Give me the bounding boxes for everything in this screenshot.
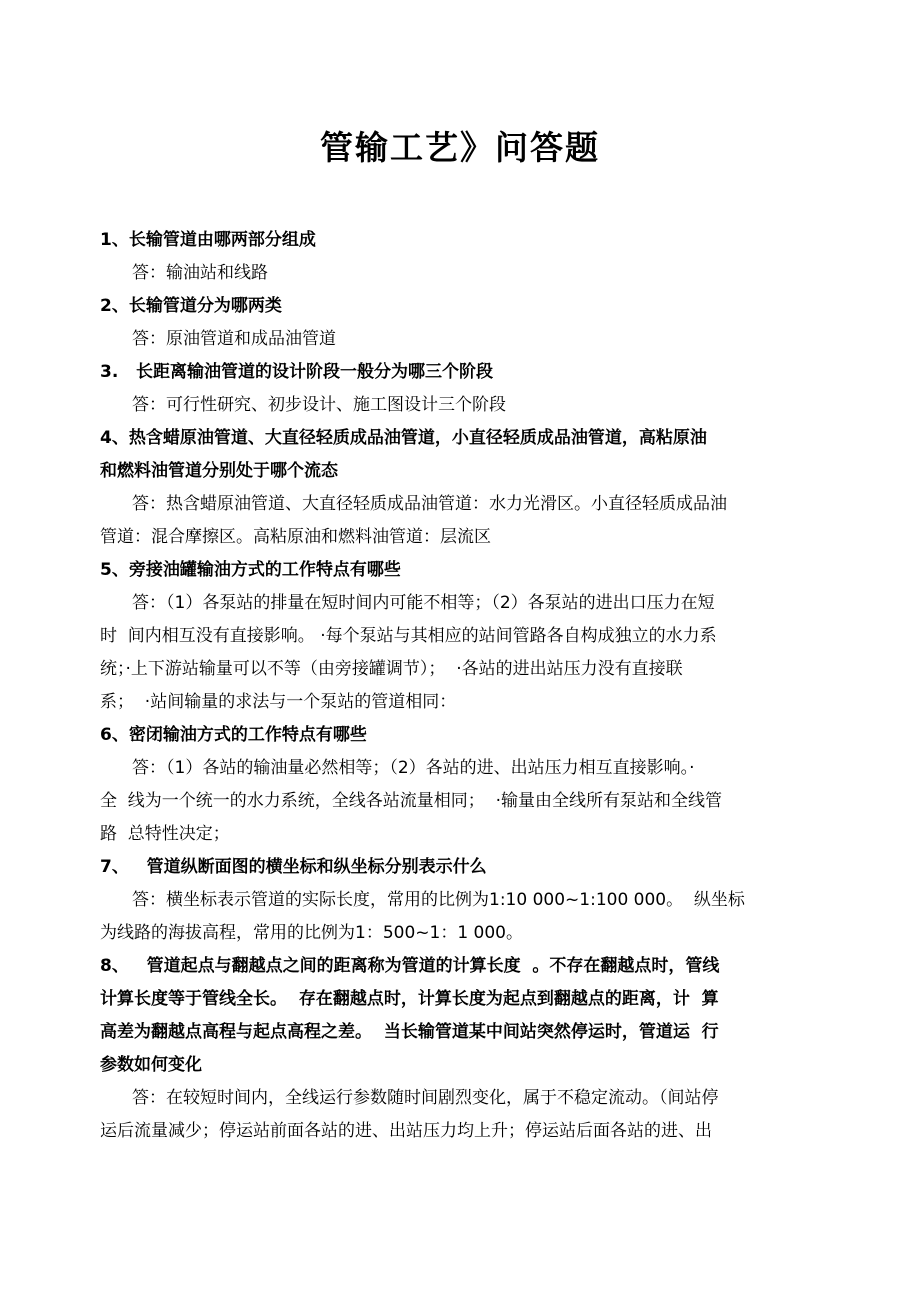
answer-line: 运后流量减少；停运站前面各站的进、出站压力均上升；停运站后面各站的进、出 — [100, 1121, 712, 1141]
answer-line: 答：（1）各泵站的排量在短时间内可能不相等；（2）各泵站的进出口压力在短 — [132, 593, 715, 613]
question-6: 6、密闭输油方式的工作特点有哪些 — [100, 725, 367, 745]
qa-item-4 — [100, 422, 822, 554]
answer-line: 时 间内相互没有直接影响。 ·每个泵站与其相应的站间管路各自构成独立的水力系 — [100, 626, 717, 646]
answer-line: 答：原油管道和成品油管道 — [132, 329, 336, 349]
answer-1 — [100, 257, 822, 290]
answer-4 — [100, 488, 822, 554]
question-4 — [100, 422, 822, 488]
answer-5 — [100, 587, 822, 719]
answer-line: 全 线为一个统一的水力系统，全线各站流量相同； ·输量由全线所有泵站和全线管 — [100, 791, 723, 811]
answer-line: 答：在较短时间内，全线运行参数随时间剧烈变化，属于不稳定流动。（间站停 — [132, 1088, 719, 1108]
document-title: 管输工艺》问答题 — [320, 128, 600, 167]
question-8 — [100, 950, 822, 1082]
answer-line: 答：热含蜡原油管道、大直径轻质成品油管道：水力光滑区。小直径轻质成品油 — [132, 494, 727, 514]
answer-2 — [100, 323, 822, 356]
qa-item-3 — [100, 356, 822, 422]
answer-line: 答：输油站和线路 — [132, 263, 268, 283]
question-line: 和燃料油管道分别处于哪个流态 — [100, 461, 338, 481]
answer-line: 管道：混合摩擦区。高粘原油和燃料油管道：层流区 — [100, 527, 491, 547]
answer-line: 答：可行性研究、初步设计、施工图设计三个阶段 — [132, 395, 506, 415]
qa-item-5 — [100, 554, 822, 719]
question-2: 2、长输管道分为哪两类 — [100, 296, 282, 316]
answer-line: 为线路的海拔高程，常用的比例为1：500~1：1 000。 — [100, 923, 523, 943]
question-line: 高差为翻越点高程与起点高程之差。 当长输管道某中间站突然停运时，管道运 行 — [100, 1022, 719, 1042]
qa-item-6 — [100, 719, 822, 851]
answer-line: 统；·上下游站输量可以不等（由旁接罐调节）； ·各站的进出站压力没有直接联 — [100, 659, 683, 679]
qa-item-2 — [100, 290, 822, 356]
answer-line: 答：（1）各站的输油量必然相等；（2）各站的进、出站压力相互直接影响。· — [132, 758, 695, 778]
question-line: 8、 管道起点与翻越点之间的距离称为管道的计算长度 。不存在翻越点时，管线 — [100, 956, 720, 976]
question-1: 1、长输管道由哪两部分组成 — [100, 230, 316, 250]
answer-7 — [100, 884, 822, 950]
question-5: 5、旁接油罐输油方式的工作特点有哪些 — [100, 560, 401, 580]
question-7: 7、 管道纵断面图的横坐标和纵坐标分别表示什么 — [100, 857, 487, 877]
answer-line: 路 总特性决定； — [100, 824, 230, 844]
question-3: 3. 长距离输油管道的设计阶段一般分为哪三个阶段 — [100, 362, 494, 382]
question-line: 参数如何变化 — [100, 1055, 202, 1075]
answer-line: 答：横坐标表示管道的实际长度，常用的比例为1:10 000~1:100 000。 纵坐标 — [132, 890, 745, 910]
question-line: 计算长度等于管线全长。 存在翻越点时，计算长度为起点到翻越点的距离，计 算 — [100, 989, 719, 1009]
answer-8 — [100, 1082, 822, 1148]
qa-list — [100, 224, 822, 1148]
question-line: 4、热含蜡原油管道、大直径轻质成品油管道，小直径轻质成品油管道，高粘原油 — [100, 428, 707, 448]
qa-item-7 — [100, 851, 822, 950]
answer-3 — [100, 389, 822, 422]
answer-line: 系； ·站间输量的求法与一个泵站的管道相同： — [100, 692, 457, 712]
qa-item-8 — [100, 950, 822, 1148]
answer-6 — [100, 752, 822, 851]
qa-item-1 — [100, 224, 822, 290]
